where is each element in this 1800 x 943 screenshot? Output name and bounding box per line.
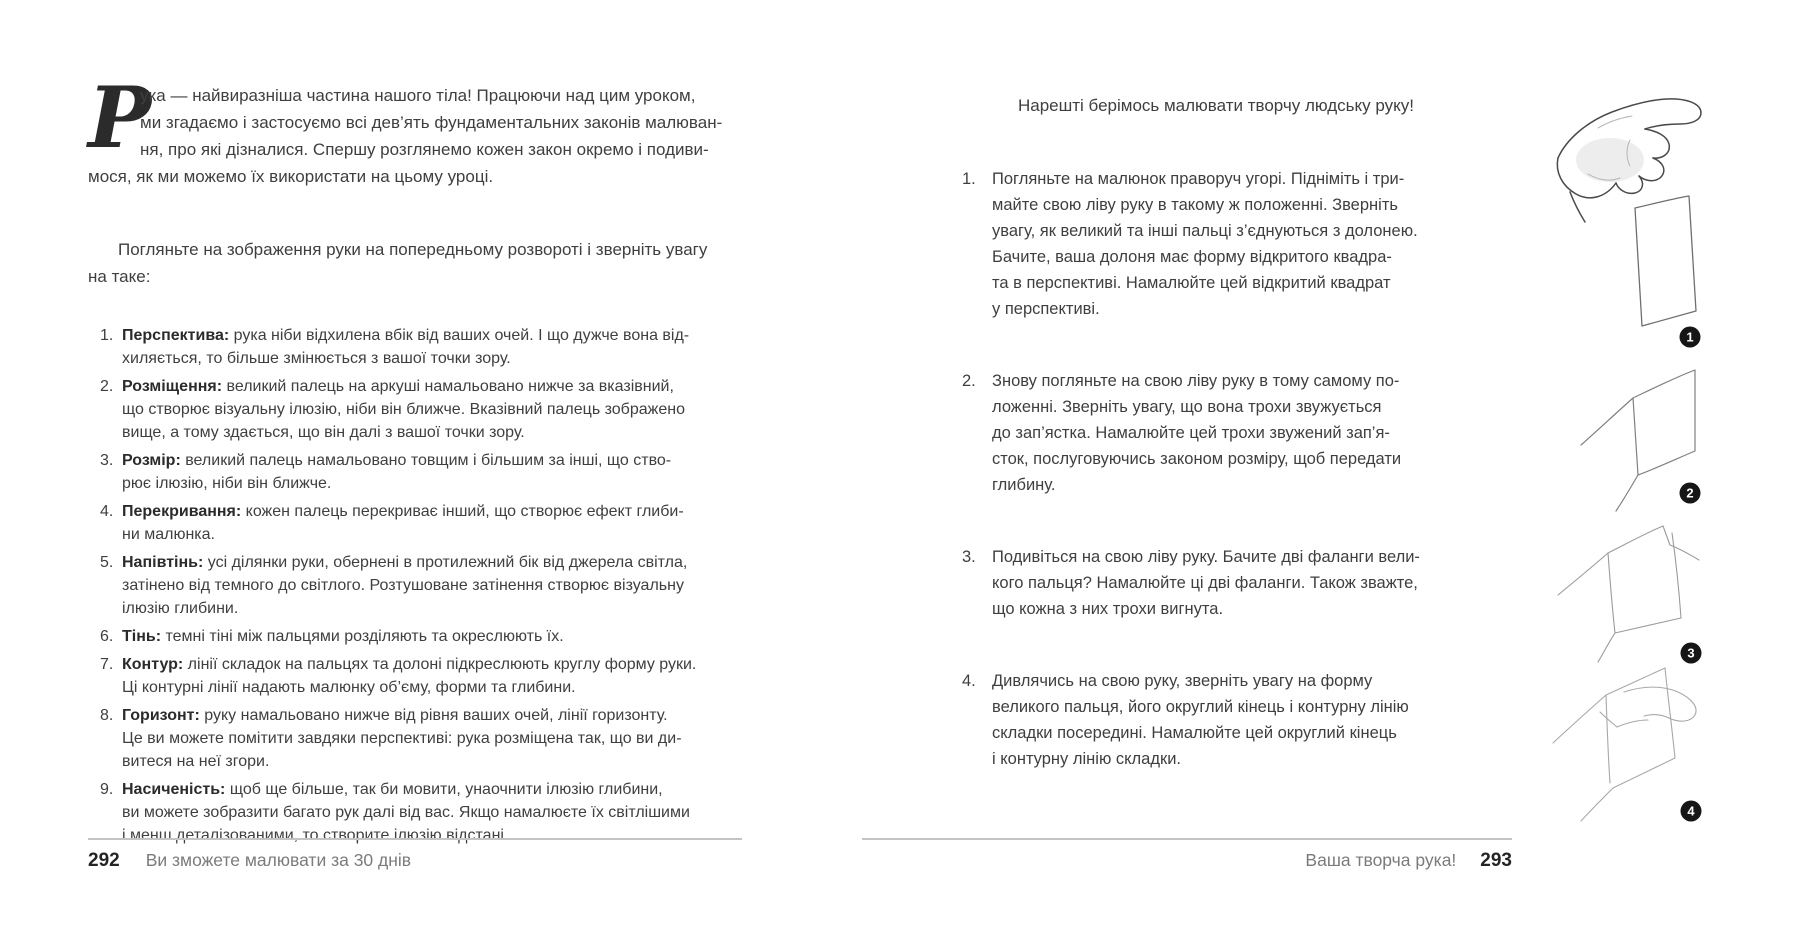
opening-paragraph-text	[88, 68, 742, 190]
svg-text:1: 1	[1686, 329, 1694, 345]
text-line: у перспективі.	[992, 300, 1100, 318]
list-item	[962, 544, 1522, 622]
list-item	[88, 551, 742, 620]
book-title-footer: Ви зможете малювати за 30 днів	[145, 850, 412, 870]
text-line: увагу, як великий та інші пальці з’єднуються з долонею.	[992, 222, 1418, 240]
step-4-badge	[1681, 801, 1702, 822]
section-heading: Нарешті берімось малювати творчу людську руку!	[1017, 96, 1415, 115]
text-line: мося, як ми можемо їх використати на цьому уроці.	[88, 167, 494, 186]
text-line: ложенні. Зверніть увагу, що вона трохи звужується	[992, 398, 1382, 416]
text-line: Бачите, ваша долоня має форму відкритого квадра-	[992, 248, 1392, 266]
text-line: кого пальця? Намалюйте ці дві фаланги. Також зважте,	[992, 574, 1418, 592]
item-text	[122, 704, 742, 773]
item-lead-word: Тінь:	[122, 628, 162, 645]
text-line: Знову погляньте на свою ліву руку в тому самому по-	[992, 372, 1400, 390]
text-line: глибину.	[992, 476, 1056, 494]
text-line: Контур: лінії складок на пальцях та долоні підкреслюють круглу форму руки.	[122, 656, 697, 673]
page-left	[88, 68, 742, 852]
item-lead-word: Напівтінь:	[122, 554, 204, 571]
item-lead-word: Насиченість:	[122, 781, 226, 798]
step-1-open-square-sketch	[1635, 196, 1696, 326]
text-line: витеся на неї згори.	[122, 753, 270, 770]
page-number-right: 293	[1480, 850, 1512, 871]
text-line: Це ви можете помітити завдяки перспективі: рука розміщена так, що ви ди-	[122, 730, 682, 747]
text-line: Перекривання: кожен палець перекриває інший, що створює ефект глиби-	[122, 503, 684, 520]
page-number-left: 292	[88, 850, 120, 871]
list-item	[88, 500, 742, 546]
list-item	[88, 625, 742, 648]
item-text	[122, 625, 742, 648]
list-item	[88, 449, 742, 495]
list-item	[88, 704, 742, 773]
item-number: 1.	[962, 170, 976, 188]
text-line: Насиченість: щоб ще більше, так би мовити, унаочнити ілюзію глибини,	[122, 781, 663, 798]
item-lead-word: Розмір:	[122, 452, 181, 469]
text-line: ни малюнка.	[122, 526, 215, 543]
list-item	[962, 668, 1522, 772]
text-line: ми згадаємо і застосуємо всі дев’ять фундаментальних законів малюван-	[140, 113, 723, 132]
step-2-badge	[1680, 483, 1701, 504]
list-item	[88, 375, 742, 444]
text-line: ілюзію глибини.	[122, 600, 239, 617]
footer-right	[862, 838, 1512, 900]
text-line: і контурну лінію складки.	[992, 750, 1182, 768]
hand-reference-illustration	[1557, 99, 1701, 222]
text-line: Подивіться на свою ліву руку. Бачите дві фаланги вели-	[992, 548, 1420, 566]
text-line: складки посередині. Намалюйте цей округлий кінець	[992, 724, 1397, 742]
text-line: Напівтінь: усі ділянки руки, обернені в протилежний бік від джерела світла,	[122, 554, 688, 571]
item-number: 6.	[100, 628, 114, 645]
item-lead-word: Горизонт:	[122, 707, 200, 724]
svg-text:4: 4	[1687, 803, 1695, 819]
step-1-badge	[1680, 327, 1701, 348]
svg-text:3: 3	[1687, 645, 1695, 661]
drawing-laws-list	[88, 324, 742, 847]
text-line: рює ілюзію, ніби він ближче.	[122, 475, 332, 492]
text-line: ука — найвиразніша частина нашого тіла! Працюючи над цим уроком,	[140, 86, 696, 105]
item-text	[122, 500, 742, 546]
text-line: вище, а тому здається, що він далі з вашої точки зору.	[122, 424, 525, 441]
item-lead-word: Контур:	[122, 656, 184, 673]
text-line: Ці контурні лінії надають малюнку об’єму, форми та глибини.	[122, 679, 576, 696]
item-number: 4.	[962, 672, 976, 690]
hand-drawing-illustrations	[1538, 78, 1790, 842]
svg-text:2: 2	[1686, 485, 1694, 501]
item-number: 2.	[962, 372, 976, 390]
text-line: майте свою ліву руку в такому ж положенні. Зверніть	[992, 196, 1398, 214]
list-item	[88, 778, 742, 847]
item-number: 3.	[100, 452, 114, 469]
text-line: Розміщення: великий палець на аркуші намальовано нижче за вказівний,	[122, 378, 674, 395]
step-3-thumb-phalanges-sketch	[1558, 526, 1699, 662]
item-number: 1.	[100, 327, 114, 344]
opening-paragraph	[88, 68, 742, 190]
item-number: 7.	[100, 656, 114, 673]
list-item	[962, 166, 1522, 322]
text-line: і менш деталізованими, то створите ілюзію відстані.	[122, 827, 509, 844]
list-item	[962, 368, 1522, 498]
text-line: Погляньте на зображення руки на попередньому розвороті і зверніть увагу	[118, 240, 708, 259]
item-number: 5.	[100, 554, 114, 571]
intro-paragraph	[88, 236, 742, 290]
footer-left	[88, 838, 742, 900]
step-3-badge	[1681, 643, 1702, 664]
drawing-steps-list	[962, 166, 1522, 772]
item-number: 9.	[100, 781, 114, 798]
text-line: Перспектива: рука ніби відхилена вбік від ваших очей. І що дужче вона від-	[122, 327, 690, 344]
item-lead-word: Розміщення:	[122, 378, 223, 395]
item-text	[992, 368, 1522, 498]
item-text	[122, 653, 742, 699]
step-4-rounded-thumb-sketch	[1553, 668, 1696, 821]
item-text	[122, 551, 742, 620]
list-item	[88, 324, 742, 370]
item-number: 4.	[100, 503, 114, 520]
item-text	[992, 166, 1522, 322]
text-line: Розмір: великий палець намальовано товщим і більшим за інші, що ство-	[122, 452, 672, 469]
list-item	[88, 653, 742, 699]
item-text	[992, 544, 1522, 622]
item-number: 3.	[962, 548, 976, 566]
chapter-title-footer: Ваша творча рука!	[1305, 850, 1457, 870]
drop-cap: Р	[88, 68, 152, 167]
text-line: та в перспективі. Намалюйте цей відкритий квадрат	[992, 274, 1391, 292]
item-number: 8.	[100, 707, 114, 724]
text-line: Дивлячись на свою руку, зверніть увагу на форму	[992, 672, 1373, 690]
text-line: ня, про які дізналися. Спершу розглянемо кожен закон окремо і подиви-	[140, 140, 709, 159]
text-line: ви можете зобразити багато рук далі від вас. Якщо намалюєте їх світлішими	[122, 804, 690, 821]
text-line: що кожна з них трохи вигнута.	[992, 600, 1224, 618]
item-lead-word: Перекривання:	[122, 503, 242, 520]
text-line: на таке:	[88, 267, 151, 286]
text-line: Тінь: темні тіні між пальцями розділяють та окреслюють їх.	[122, 628, 564, 645]
item-text	[122, 449, 742, 495]
item-lead-word: Перспектива:	[122, 327, 230, 344]
item-text	[992, 668, 1522, 772]
text-line: великого пальця, його округлий кінець і контурну лінію	[992, 698, 1409, 716]
item-number: 2.	[100, 378, 114, 395]
text-line: хиляється, то більше змінюється з вашої точки зору.	[122, 350, 511, 367]
text-line: що створює візуальну ілюзію, ніби він ближче. Вказівний палець зображено	[122, 401, 685, 418]
step-2-wrist-sketch	[1581, 370, 1695, 511]
item-text	[122, 324, 742, 370]
text-line: затінено від темного до світлого. Розтушоване затінення створює візуальну	[122, 577, 684, 594]
text-line: сток, послуговуючись законом розміру, щоб передати	[992, 450, 1402, 468]
page-right	[962, 96, 1522, 818]
text-line: Погляньте на малюнок праворуч угорі. Підніміть і три-	[992, 170, 1405, 188]
item-text	[122, 778, 742, 847]
text-line: до зап’ястка. Намалюйте цей трохи звужений зап’я-	[992, 424, 1390, 442]
text-line: Горизонт: руку намальовано нижче від рівня ваших очей, лінії горизонту.	[122, 707, 668, 724]
item-text	[122, 375, 742, 444]
